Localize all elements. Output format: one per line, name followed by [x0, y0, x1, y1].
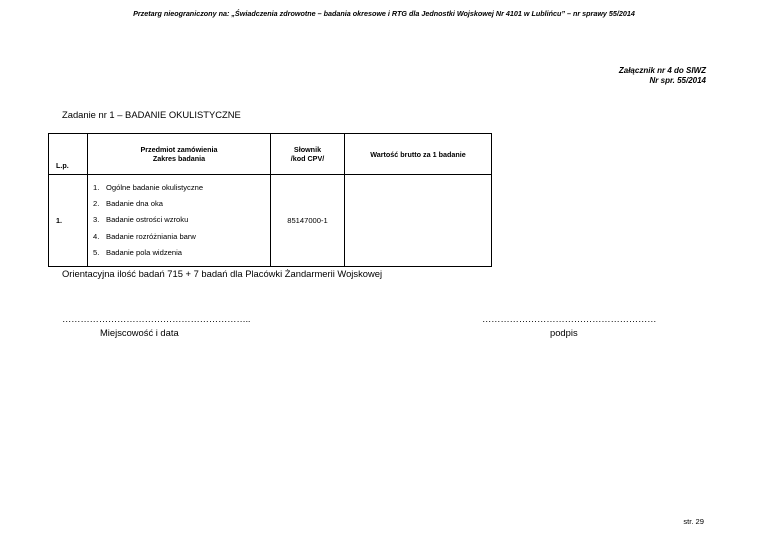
table-header-row — [49, 134, 492, 175]
row-lp: 1. — [49, 175, 88, 267]
list-item: 2. Badanie dna oka — [93, 198, 164, 208]
signature-line: ………………………………………………… — [482, 313, 657, 324]
list-item: 4. Badanie rozróżniania barw — [93, 231, 196, 241]
list-item: 1. Ogólne badanie okulistyczne — [93, 182, 204, 192]
header-subject — [88, 134, 271, 175]
orientation-note: Orientacyjna ilość badań 715 + 7 badań dla Placówki Żandarmerii Wojskowej — [62, 268, 383, 279]
signature-label: podpis — [550, 327, 578, 338]
header-subject-line-1: Przedmiot zamówienia — [140, 145, 218, 154]
exam-list — [88, 180, 270, 262]
header-price: Wartość brutto za 1 badanie — [345, 134, 492, 175]
attachment-label — [619, 66, 706, 86]
pricing-table — [48, 133, 492, 267]
document-header: Przetarg nieograniczony na: „Świadczenia zdrowotne – badania okresowe i RTG dla Jednostki Wojskowej Nr 4101 w Lublińcu” – nr sprawy 55/2014 — [133, 9, 635, 18]
row-items-cell — [88, 175, 271, 267]
header-cpv — [271, 134, 345, 175]
list-item: 3. Badanie ostrości wzroku — [93, 215, 189, 225]
table-row — [49, 175, 492, 267]
header-lp: L.p. — [49, 134, 88, 175]
row-price-cell[interactable] — [345, 175, 492, 267]
task-title: Zadanie nr 1 – BADANIE OKULISTYCZNE — [62, 109, 241, 120]
page-number: str. 29 — [683, 517, 704, 526]
attachment-line-2: Nr spr. 55/2014 — [649, 76, 706, 85]
place-date-line: …………………………………………………….. — [62, 313, 251, 324]
header-cpv-line-2: /kod CPV/ — [290, 154, 325, 163]
attachment-line-1: Załącznik nr 4 do SIWZ — [618, 66, 706, 75]
header-subject-line-2: Zakres badania — [152, 154, 206, 163]
list-item: 5. Badanie pola widzenia — [93, 248, 182, 258]
row-cpv-code: 85147000-1 — [271, 175, 345, 267]
place-date-label: Miejscowość i data — [100, 327, 179, 338]
header-cpv-line-1: Słownik — [293, 145, 322, 154]
